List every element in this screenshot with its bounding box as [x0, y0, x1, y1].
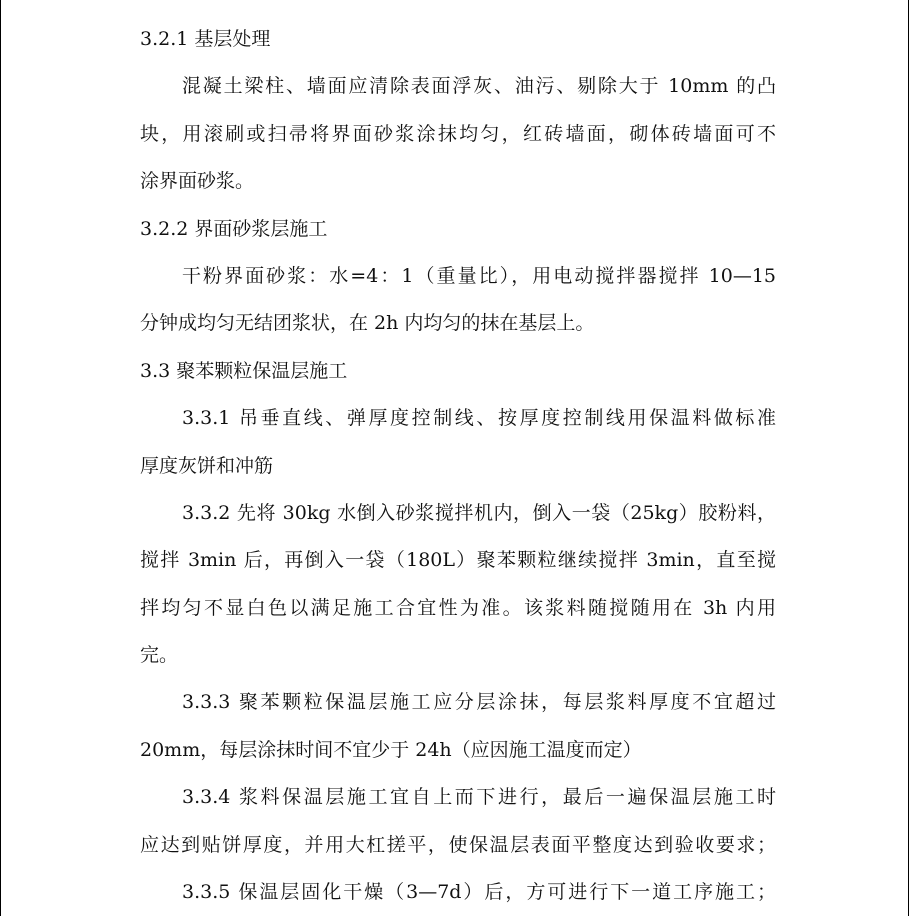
paragraph-line: 3.3.4 浆料保温层施工宜自上而下进行，最后一遍保温层施工时 [182, 786, 776, 809]
paragraph-line: 20mm，每层涂抹时间不宜少于 24h（应因施工温度而定） [140, 738, 642, 761]
paragraph-line: 3.3.5 保温层固化干燥（3—7d）后，方可进行下一道工序施工； [182, 881, 776, 904]
heading-3-3: 3.3 聚苯颗粒保温层施工 [140, 359, 348, 382]
paragraph-line: 完。 [140, 644, 179, 667]
heading-3-2-1: 3.2.1 基层处理 [140, 28, 271, 50]
paragraph-line: 干粉界面砂浆：水=4：1（重量比），用电动搅拌器搅拌 10—15 [182, 264, 776, 287]
paragraph-line: 搅拌 3min 后，再倒入一袋（180L）聚苯颗粒继续搅拌 3min，直至搅 [140, 549, 776, 572]
heading-3-2-2: 3.2.2 界面砂浆层施工 [140, 217, 328, 240]
paragraph-line: 3.3.1 吊垂直线、弹厚度控制线、按厚度控制线用保温料做标准 [182, 407, 776, 430]
paragraph-line: 应达到贴饼厚度，并用大杠搓平，使保温层表面平整度达到验收要求； [140, 833, 776, 856]
paragraph-line: 涂界面砂浆。 [140, 170, 255, 193]
document-body [140, 22, 776, 922]
paragraph-line: 3.3.2 先将 30kg 水倒入砂浆搅拌机内，倒入一袋（25kg）胶粉料， [182, 501, 776, 524]
paragraph-line: 分钟成均匀无结团浆状，在 2h 内均匀的抹在基层上。 [140, 312, 595, 335]
paragraph-line: 混凝土梁柱、墙面应清除表面浮灰、油污、剔除大于 10mm 的凸 [182, 75, 776, 98]
paragraph-line: 厚度灰饼和冲筋 [140, 454, 274, 477]
paragraph-line: 块，用滚刷或扫帚将界面砂浆涂抹均匀，红砖墙面，砌体砖墙面可不 [140, 122, 776, 145]
paragraph-line: 3.3.3 聚苯颗粒保温层施工应分层涂抹，每层浆料厚度不宜超过 [182, 691, 776, 714]
paragraph-line: 拌均匀不显白色以满足施工合宜性为准。该浆料随搅随用在 3h 内用 [140, 596, 776, 619]
